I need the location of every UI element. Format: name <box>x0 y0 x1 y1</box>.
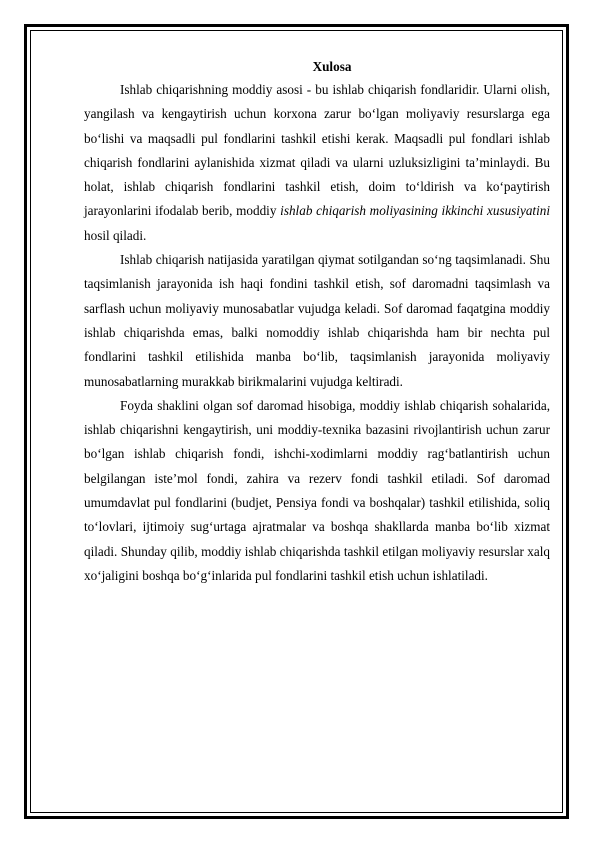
paragraph-1-text: Ishlab chiqarishning moddiy asosi - bu ishlab chiqarish fondlaridir. Ularni olish, yangilash va kengaytirish uchun korxona zarur bo‘lgan moliyaviy resurslarga ega bo‘lishi va maqsadli pul fondlarini tashkil etishi kerak. Maqsadli pul fondlari ishlab chiqarish fondlarini aylanishida xizmat qiladi va ularni uzluksizligini ta’minlaydi. Bu holat, ishlab chiqarish fondlarini tashkil etish, doim to‘ldirish va ko‘paytirish jarayonlarini ifodalab berib, moddiy <box>84 82 550 219</box>
paragraph-2: Ishlab chiqarish natijasida yaratilgan qiymat sotilgandan so‘ng taqsimlanadi. Shu taqsimlanish jarayonida ish haqi fondini tashkil etish, sof daromadni taqsimlash va sarflash uchun moliyaviy munosabatlar vujudga keladi. Sof daromad faqatgina moddiy ishlab chiqarishda emas, balki nomoddiy ishlab chiqarishda ham bir nechta pul fondlarini tashkil etilishida manba bo‘lib, taqsimlanish jarayonida moliyaviy munosabatlarning murakkab birikmalarini vujudga keltiradi. <box>84 252 550 389</box>
paragraph-1-italic-phrase: ishlab chiqarish moliyasining ikkinchi xususiyatini <box>280 203 550 219</box>
paragraph-1 <box>84 78 550 248</box>
paragraph-3: Foyda shaklini olgan sof daromad hisobiga, moddiy ishlab chiqarish sohalarida, ishlab chiqarishni kengaytirish, uni moddiy-texnika bazasini rivojlantirish uchun zarur bo‘lgan ishlab chiqarish fondi, ishchi-xodimlarni moddiy rag‘batlantirish uchun belgilangan iste’mol fondi, zahira va rezerv fondi tashkil etiladi. Sof daromad umumdavlat pul fondlarini (budjet, Pensiya fondi va boshqalar) tashkil etilishida, soliq to‘lovlari, ijtimoiy sug‘urtaga ajratmalar va boshqa shakllarda manba bo‘lib xizmat qiladi. Shunday qilib, moddiy ishlab chiqarishda tashkil etilgan moliyaviy resurslar xalq xo‘jaligini boshqa bo‘g‘inlarida pul fondlarini tashkil etish uchun ishlatiladi. <box>84 397 550 583</box>
document-title: Xulosa <box>312 59 352 74</box>
document-body <box>84 56 550 588</box>
paragraph-1-tail: hosil qiladi. <box>84 227 147 243</box>
